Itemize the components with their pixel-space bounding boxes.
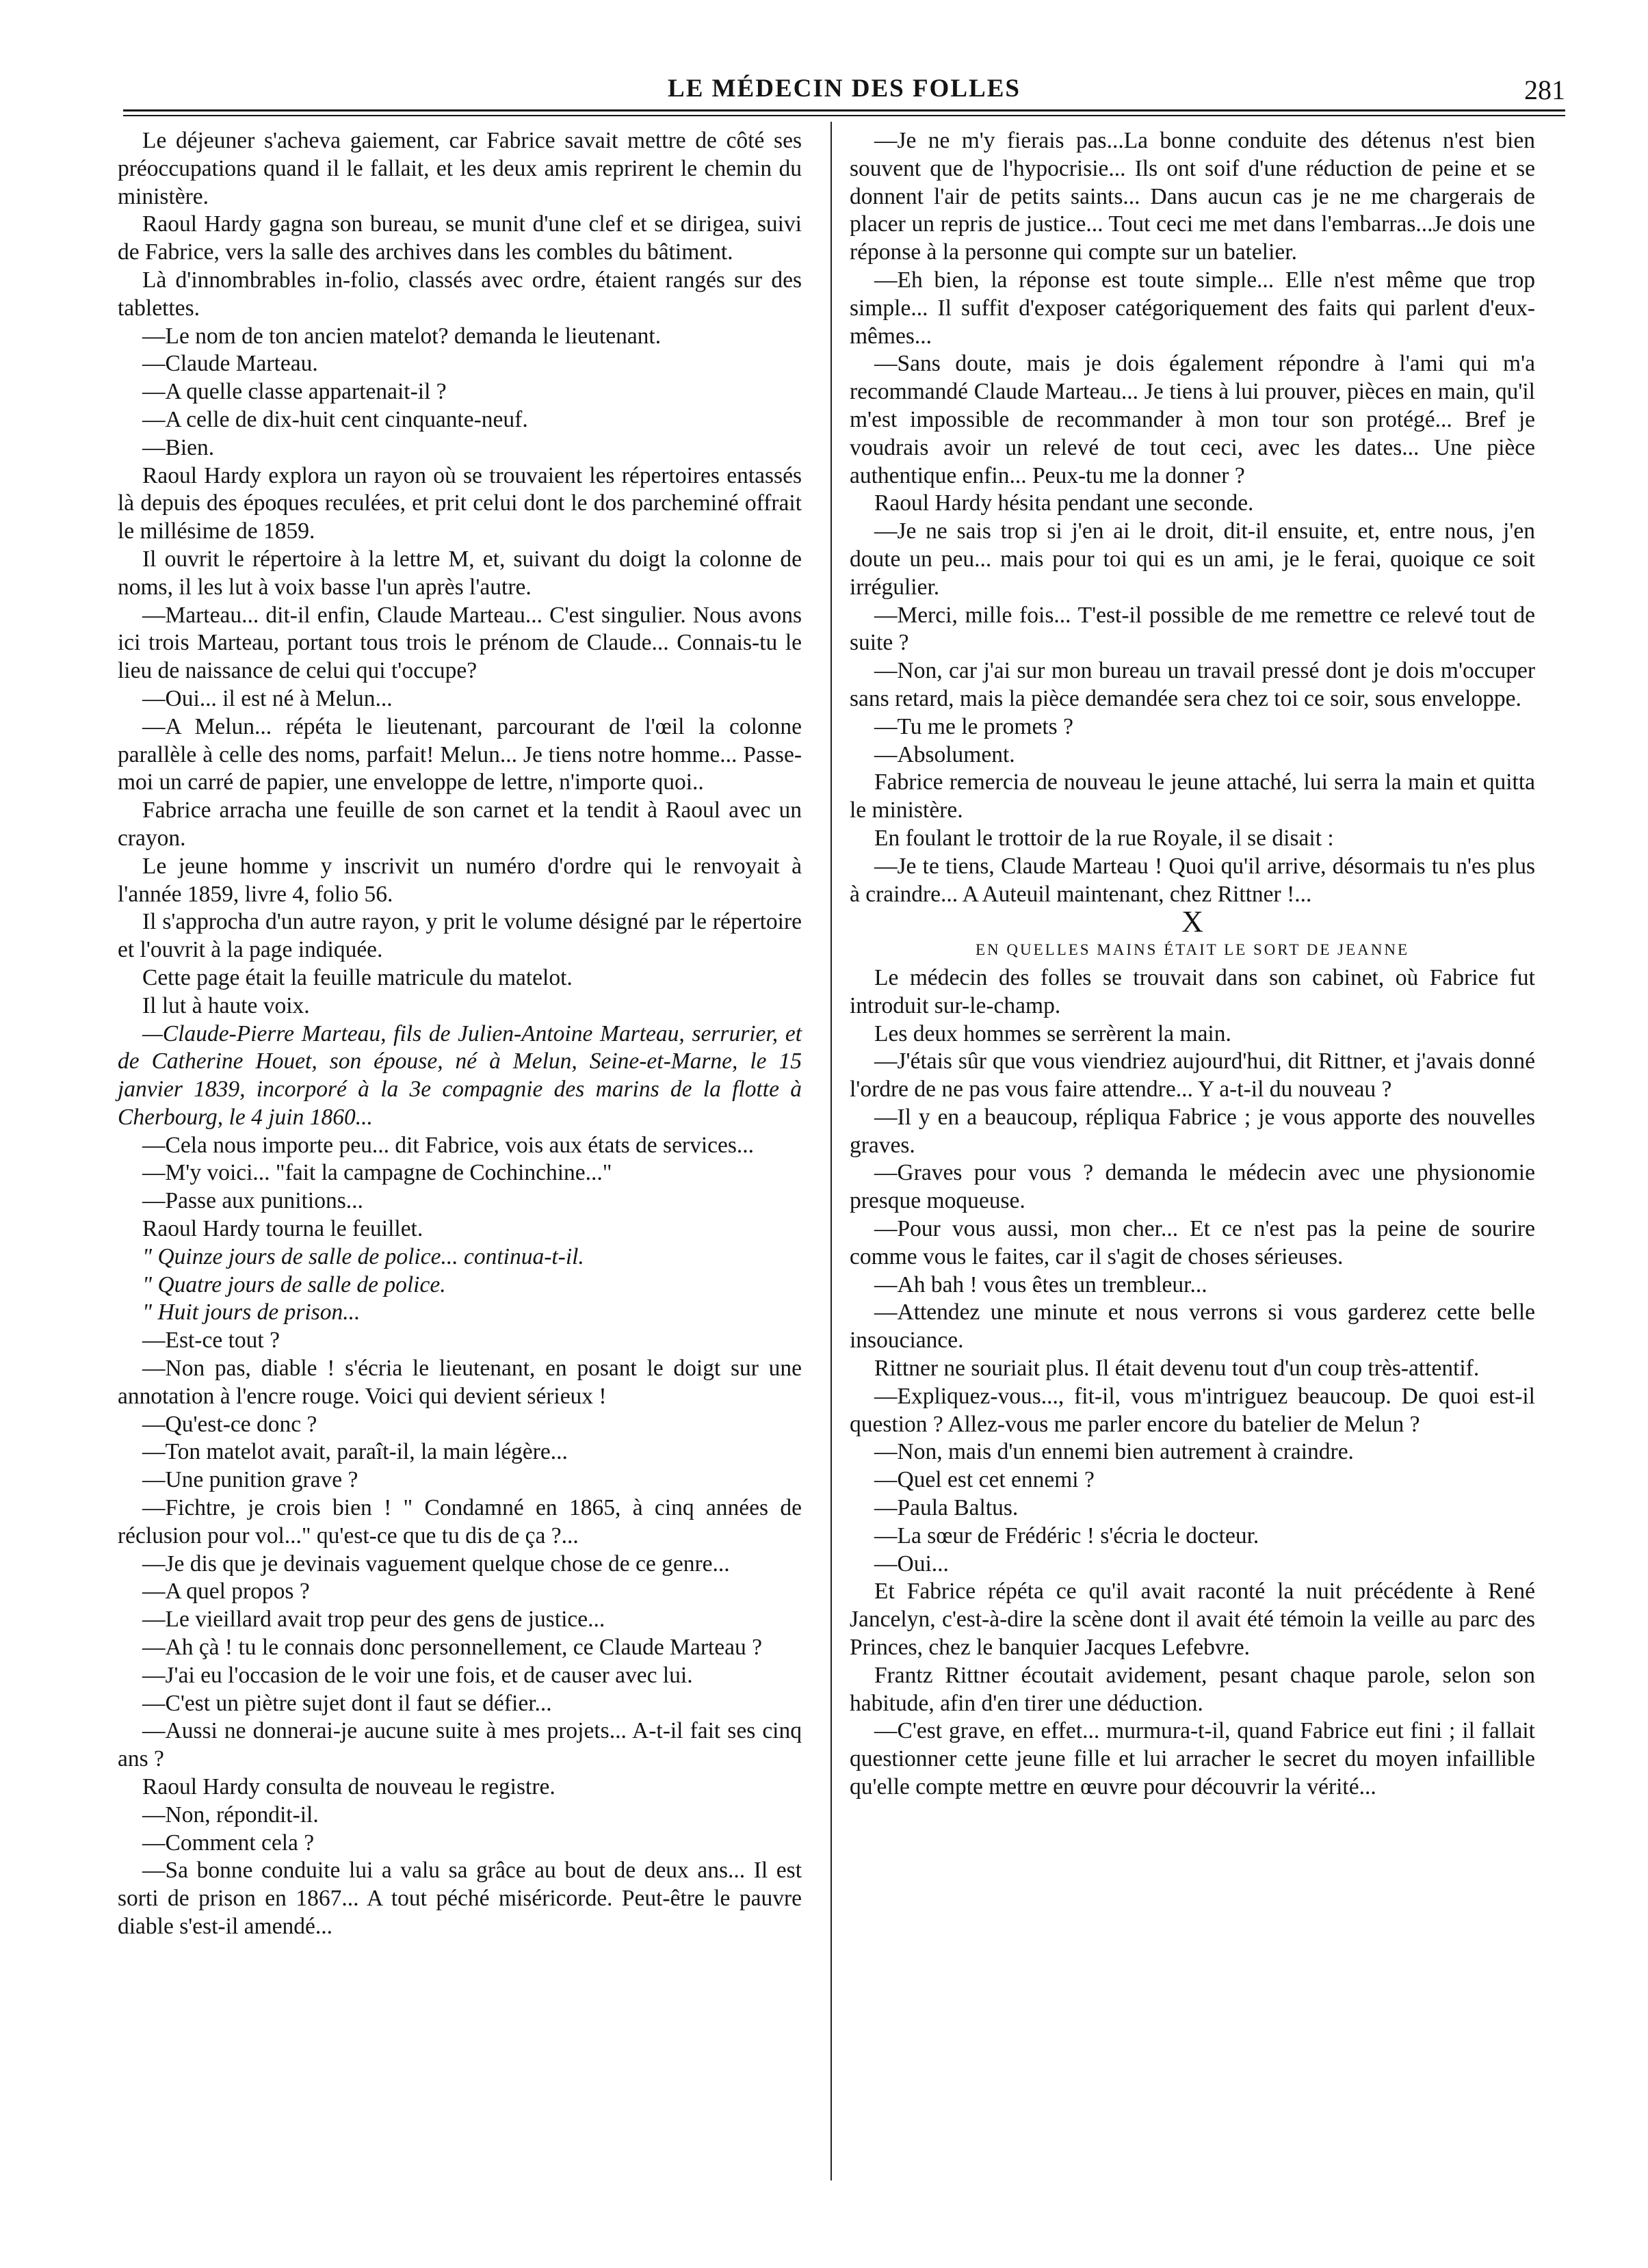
paragraph: —A quel propos ? bbox=[142, 1579, 310, 1605]
paragraph: —Expliquez-vous..., fit-il, vous m'intriguez beaucoup. De quoi est-il question ? Allez-vous me parler encore du batelier de Melun ? bbox=[850, 1383, 1535, 1437]
paragraph: —C'est grave, en effet... murmura-t-il, quand Fabrice eut fini ; il fallait questionner cette jeune fille et lui arracher le secret du moyen infaillible qu'elle compte mettre en œuvre pour découvrir la vérité... bbox=[850, 1718, 1535, 1800]
paragraph: Raoul Hardy hésita pendant une seconde. bbox=[874, 490, 1254, 516]
paragraph: —Cela nous importe peu... dit Fabrice, vois aux états de services... bbox=[142, 1132, 755, 1158]
right-column bbox=[850, 127, 1535, 1802]
paragraph-italic: " Huit jours de prison... bbox=[142, 1300, 361, 1326]
paragraph: Raoul Hardy tourna le feuillet. bbox=[142, 1216, 423, 1242]
paragraph: —Ton matelot avait, paraît-il, la main légère... bbox=[142, 1439, 568, 1465]
column-divider bbox=[830, 122, 832, 2180]
paragraph: —Sa bonne conduite lui a valu sa grâce au bout de deux ans... Il est sorti de prison en 1867... A tout péché miséricorde. Peut-être le pauvre diable s'est-il amendé... bbox=[118, 1858, 802, 1939]
paragraph: —Je ne sais trop si j'en ai le droit, dit-il ensuite, et, entre nous, j'en doute un peu... mais pour toi qui es un ami, je le ferai, quoique ce soit irrégulier. bbox=[850, 518, 1535, 600]
paragraph: —A celle de dix-huit cent cinquante-neuf. bbox=[142, 406, 528, 432]
paragraph: —Comment cela ? bbox=[142, 1830, 315, 1856]
paragraph: —Il y en a beaucoup, répliqua Fabrice ; je vous apporte des nouvelles graves. bbox=[850, 1104, 1535, 1158]
paragraph: —Ah bah ! vous êtes un trembleur... bbox=[874, 1271, 1207, 1297]
paragraph: —Non pas, diable ! s'écria le lieutenant, en posant le doigt sur une annotation à l'encre rouge. Voici qui devient sérieux ! bbox=[118, 1356, 802, 1409]
paragraph: —Fichtre, je crois bien ! " Condamné en 1865, à cinq années de réclusion pour vol..." qu'est-ce que tu dis de ça ?... bbox=[118, 1495, 802, 1548]
paragraph: —Aussi ne donnerai-je aucune suite à mes projets... A-t-il fait ses cinq ans ? bbox=[118, 1718, 802, 1772]
paragraph: Là d'innombrables in-folio, classés avec ordre, étaient rangés sur des tablettes. bbox=[118, 267, 802, 321]
paragraph: —Bien. bbox=[142, 434, 215, 460]
running-title: LE MÉDECIN DES FOLLES bbox=[668, 75, 1021, 103]
paragraph-italic: —Claude-Pierre Marteau, fils de Julien-Antoine Marteau, serrurier, et de Catherine Houet, son épouse, né à Melun, Seine-et-Marne, le 15 janvier 1839, incorporé à la 3e compagnie des marins de la flotte à Cherbourg, le 4 juin 1860... bbox=[118, 1020, 802, 1130]
header-rule-thin bbox=[123, 115, 1565, 116]
paragraph: —J'ai eu l'occasion de le voir une fois, et de causer avec lui. bbox=[142, 1662, 693, 1688]
paragraph: Et Fabrice répéta ce qu'il avait raconté la nuit précédente à René Jancelyn, c'est-à-dire la scène dont il avait été témoin la veille au parc des Princes, chez le banquier Jacques Lefebvre. bbox=[850, 1579, 1535, 1661]
paragraph: —Paula Baltus. bbox=[874, 1495, 1019, 1521]
paragraph: —Non, répondit-il. bbox=[142, 1802, 319, 1828]
paragraph: —Merci, mille fois... T'est-il possible de me remettre ce relevé tout de suite ? bbox=[850, 602, 1535, 656]
paragraph: —Une punition grave ? bbox=[142, 1467, 358, 1493]
paragraph: —Je ne m'y fierais pas...La bonne conduite des détenus n'est bien souvent que de l'hypocrisie... Ils ont soif d'une réduction de peine et se donnent l'air de petits saints... Dans aucun cas je ne me chargerais de placer un repris de justice... Tout ceci me met dans l'embarras...Je dois une réponse à la personne qui compte sur un batelier. bbox=[850, 128, 1535, 265]
paragraph: —Tu me le promets ? bbox=[874, 713, 1073, 739]
paragraph: En foulant le trottoir de la rue Royale, il se disait : bbox=[874, 825, 1334, 851]
chapter-number: X bbox=[1181, 905, 1203, 939]
paragraph: Le jeune homme y inscrivit un numéro d'ordre qui le renvoyait à l'année 1859, livre 4, folio 56. bbox=[118, 853, 802, 907]
paragraph: —Pour vous aussi, mon cher... Et ce n'est pas la peine de sourire comme vous le faites, car il s'agit de choses sérieuses. bbox=[850, 1216, 1535, 1269]
paragraph: —J'étais sûr que vous viendriez aujourd'hui, dit Rittner, et j'avais donné l'ordre de ne pas vous faire attendre... Y a-t-il du nouveau ? bbox=[850, 1049, 1535, 1103]
paragraph-italic: " Quinze jours de salle de police... continua-t-il. bbox=[142, 1243, 584, 1269]
paragraph: —Le vieillard avait trop peur des gens de justice... bbox=[142, 1607, 605, 1633]
paragraph: —Eh bien, la réponse est toute simple... Elle n'est même que trop simple... Il suffit d'exposer catégoriquement des faits qui parlent d'eux-mêmes... bbox=[850, 267, 1535, 349]
paragraph: —Claude Marteau. bbox=[142, 351, 318, 377]
paragraph: —M'y voici... "fait la campagne de Cochinchine..." bbox=[142, 1160, 612, 1186]
paragraph: —A quelle classe appartenait-il ? bbox=[142, 379, 447, 405]
paragraph: —Passe aux punitions... bbox=[142, 1188, 363, 1214]
paragraph: Rittner ne souriait plus. Il était devenu tout d'un coup très-attentif. bbox=[874, 1356, 1480, 1382]
paragraph: —C'est un piètre sujet dont il faut se défier... bbox=[142, 1690, 552, 1716]
paragraph: —Oui... bbox=[874, 1551, 949, 1577]
paragraph: Il ouvrit le répertoire à la lettre M, et, suivant du doigt la colonne de noms, il les lut à voix basse l'un après l'autre. bbox=[118, 546, 802, 600]
paragraph: —Est-ce tout ? bbox=[142, 1328, 280, 1354]
paragraph: —Attendez une minute et nous verrons si vous garderez cette belle insouciance. bbox=[850, 1300, 1535, 1354]
paragraph: —Qu'est-ce donc ? bbox=[142, 1411, 317, 1437]
page-number: 281 bbox=[1524, 75, 1565, 105]
paragraph: —Oui... il est né à Melun... bbox=[142, 685, 393, 711]
chapter-title: EN QUELLES MAINS ÉTAIT LE SORT DE JEANNE bbox=[975, 941, 1410, 959]
paragraph: Il lut à haute voix. bbox=[142, 992, 310, 1018]
paragraph: Les deux hommes se serrèrent la main. bbox=[874, 1020, 1231, 1046]
paragraph: Fabrice arracha une feuille de son carnet et la tendit à Raoul avec un crayon. bbox=[118, 797, 802, 851]
page-header bbox=[123, 74, 1565, 114]
paragraph: —Graves pour vous ? demanda le médecin avec une physionomie presque moqueuse. bbox=[850, 1160, 1535, 1214]
paragraph: —Sans doute, mais je dois également répondre à l'ami qui m'a recommandé Claude Marteau... Je tiens à lui prouver, pièces en main, qu'il m'est impossible de recommander à mon tour son protégé... Bref je voudrais avoir un relevé de tout ceci, avec les dates... Une pièce authentique enfin... Peux-tu me la donner ? bbox=[850, 351, 1535, 488]
paragraph: —A Melun... répéta le lieutenant, parcourant de l'œil la colonne parallèle à celle des noms, parfait! Melun... Je tiens notre homme... Passe-moi un carré de papier, une enveloppe de lettre, n'importe quoi.. bbox=[118, 713, 802, 795]
paragraph: —La sœur de Frédéric ! s'écria le docteur. bbox=[874, 1522, 1259, 1548]
paragraph: —Quel est cet ennemi ? bbox=[874, 1467, 1095, 1493]
left-column bbox=[118, 127, 802, 1941]
paragraph: Fabrice remercia de nouveau le jeune attaché, lui serra la main et quitta le ministère. bbox=[850, 769, 1535, 823]
paragraph: —Je te tiens, Claude Marteau ! Quoi qu'il arrive, désormais tu n'es plus à craindre... A Auteuil maintenant, chez Rittner !... bbox=[850, 853, 1535, 907]
paragraph-italic: " Quatre jours de salle de police. bbox=[142, 1271, 446, 1297]
paragraph: Raoul Hardy consulta de nouveau le registre. bbox=[142, 1774, 555, 1800]
paragraph: Il s'approcha d'un autre rayon, y prit le volume désigné par le répertoire et l'ouvrit à la page indiquée. bbox=[118, 909, 802, 963]
paragraph: Raoul Hardy explora un rayon où se trouvaient les répertoires entassés là depuis des époques reculées, et prit celui dont le dos parcheminé offrait le millésime de 1859. bbox=[118, 462, 802, 544]
paragraph: Le déjeuner s'acheva gaiement, car Fabrice savait mettre de côté ses préoccupations quand il le fallait, et les deux amis reprirent le chemin du ministère. bbox=[118, 128, 802, 209]
paragraph: —Non, car j'ai sur mon bureau un travail pressé dont je dois m'occuper sans retard, mais la pièce demandée sera chez toi ce soir, sous enveloppe. bbox=[850, 658, 1535, 711]
paragraph: —Le nom de ton ancien matelot? demanda le lieutenant. bbox=[142, 323, 662, 349]
paragraph: Le médecin des folles se trouvait dans son cabinet, où Fabrice fut introduit sur-le-champ. bbox=[850, 964, 1535, 1018]
paragraph: —Non, mais d'un ennemi bien autrement à craindre. bbox=[874, 1439, 1354, 1465]
paragraph: —Marteau... dit-il enfin, Claude Marteau... C'est singulier. Nous avons ici trois Marteau, portant tous trois le prénom de Claude... Connais-tu le lieu de naissance de celui qui t'occupe? bbox=[118, 602, 802, 684]
paragraph: Frantz Rittner écoutait avidement, pesant chaque parole, selon son habitude, afin d'en tirer une déduction. bbox=[850, 1662, 1535, 1716]
paragraph: Raoul Hardy gagna son bureau, se munit d'une clef et se dirigea, suivi de Fabrice, vers la salle des archives dans les combles du bâtiment. bbox=[118, 211, 802, 265]
paragraph: —Je dis que je devinais vaguement quelque chose de ce genre... bbox=[142, 1551, 730, 1577]
paragraph: —Ah çà ! tu le connais donc personnellement, ce Claude Marteau ? bbox=[142, 1635, 763, 1661]
paragraph: —Absolument. bbox=[874, 741, 1015, 767]
paragraph: Cette page était la feuille matricule du matelot. bbox=[142, 964, 573, 990]
header-rule bbox=[123, 109, 1565, 111]
